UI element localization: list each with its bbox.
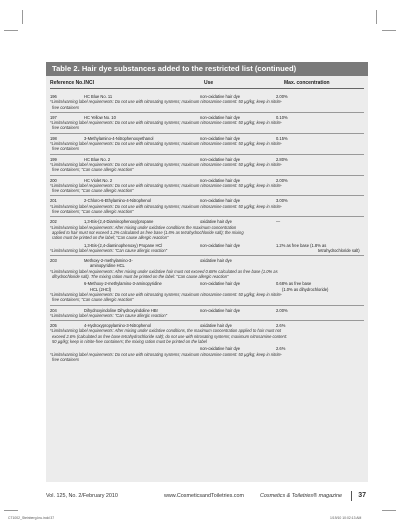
note-line: *Limits/warning label requirements: Do not use with nitrosating systems; maximum nitrosamine content: 50 µg/kg; keep in nitrite- [50, 99, 283, 105]
use: non-oxidative hair dye [200, 242, 241, 248]
note-line: free containers [52, 356, 80, 362]
max-concentration: 2.00% [276, 177, 288, 183]
inci-name: HC Yellow No. 10 [84, 114, 116, 120]
max-concentration: 2.00% [276, 307, 288, 313]
inci-name: 6-Methoxy-2-methylamino-3-aminopyridine [84, 281, 162, 287]
ref-no: 196 [50, 94, 57, 99]
note-line: 50 µg/kg; keep in nitrite-free containers; the mixing ration must be printed on the label [52, 338, 207, 344]
note-line: applied to hair must not exceed 1.2% calculated as free base (1.8% as tetrahydrochloride salt); the mixing [52, 229, 244, 235]
inci-name: HC Blue No. 11 [84, 94, 113, 99]
note-line: *Limits/warning label requirements: Do not use with nitrosating systems; maximum nitrosamine content: 50 µg/kg; keep in nitrite- [50, 161, 283, 167]
print-slug-left: CT1002_Steinberg.Inu.indd 37 [8, 516, 55, 520]
note-line: free containers; "Can cause allergic reaction" [52, 167, 134, 173]
print-slug-right: 1/19/10 10:02:13 AM [330, 516, 362, 520]
inci-name: 4-Hydroxypropylamino-3-Nitrophenol [84, 323, 151, 329]
crop-mark [4, 510, 18, 511]
max-concentration-cont: tetrahydrochloride salt) [318, 247, 360, 253]
page-footer [46, 490, 368, 502]
table-body [50, 92, 364, 364]
inci-name: 1,3-Bis-(2,4-diaminophenoxy) Propane HCl [84, 242, 163, 248]
note-line: *Limits/warning label requirements: Do not use with nitrosating systems; maximum nitrosamine content: 50 µg/kg; keep in nitrite- [50, 203, 283, 209]
use: non-oxidative hair dye [200, 94, 241, 99]
note-line: *Limits/warning label requirements: Do not use with nitrosating systems; maximum nitrosamine content: 50 µg/kg; keep in nitrite- [50, 182, 283, 188]
ref-no: 205 [50, 323, 57, 329]
ref-no: 202 [50, 219, 57, 225]
crop-mark [4, 30, 18, 31]
note-line: dihydrochloride salt). The mixing ration must be printed on the label: "Can cause allergic reaction" [52, 274, 229, 280]
max-concentration: 3.00% [276, 198, 288, 204]
max-concentration: 2.80% [276, 156, 288, 162]
note-line: *Limits/warning label requirements: After mixing under oxidative conditions, the maximum concentration applied to hair must not [50, 328, 282, 334]
note-line: *Limits/warning label requirements: Do not use with nitrosating systems; maximum nitrosamine content: 50 µg/kg; keep in nitrite- [50, 351, 283, 357]
note-line: *Limits/warning label requirements: "Can cause allergic reaction" [50, 312, 168, 318]
use: non-oxidative hair dye [200, 307, 241, 313]
note-line: free containers; "Can cause allergic reaction" [52, 188, 134, 194]
note-line: free containers; "Can cause allergic reaction" [52, 209, 134, 215]
note-line: *Limits/warning label requirements: Do not use with nitrosating systems; maximum nitrosamine content: 50 µg/kg; keep in nitrite- [50, 141, 283, 147]
table-row [50, 256, 364, 305]
ref-no: 200 [50, 177, 57, 183]
note-line: *Limits/warning label requirements: "Can cause allergic reaction" [50, 247, 168, 253]
crop-mark [382, 30, 396, 31]
max-concentration: 2.6% [276, 323, 286, 329]
crop-mark [382, 510, 396, 511]
ref-no: 201 [50, 198, 57, 204]
note-line: free containers [52, 104, 80, 110]
note-line: *Limits/warning label requirements: After mixing under oxidative hair must not exceed 0.68% calculated as free base (1.0% as [50, 268, 278, 274]
crop-mark [22, 10, 23, 24]
max-concentration: 0.10% [276, 114, 288, 120]
use: non-oxidative hair dye [200, 198, 241, 204]
max-concentration-cont: (1.0% as dihydrochloride) [282, 286, 329, 292]
note-line: *Limits/warning label requirements: After mixing under oxidative conditions the maximum concentration [50, 224, 237, 230]
magazine-name: Cosmetics & Toiletries® magazine [260, 493, 342, 499]
inci-name-cont: HCL (2HCl) [90, 286, 112, 292]
max-concentration: 2.00% [276, 94, 288, 99]
note-line: exceed 2.6% (calculated as free base tetrahydrochloride salt); do not use with nitrosating systems; maximum nitrosamine content: [52, 333, 288, 339]
inci-name: HC Violet No. 2 [84, 177, 113, 183]
header-max-concentration: Max. concentration [284, 80, 330, 86]
use: non-oxidative hair dye [200, 346, 241, 352]
ref-no: 197 [50, 114, 57, 120]
use: oxidative hair dye [200, 323, 232, 329]
ref-no: 199 [50, 156, 57, 162]
restricted-list-table [46, 62, 368, 482]
issue-info: Vol. 125, No. 2/February 2010 [46, 493, 118, 499]
use: non-oxidative hair dye [200, 281, 241, 287]
table-row [50, 217, 364, 256]
table-row [50, 306, 364, 322]
ref-no: 204 [50, 307, 57, 313]
table-row [50, 176, 364, 197]
table-row [50, 113, 364, 134]
table-title: Table 2. Hair dye substances added to the restricted list (continued) [46, 62, 368, 76]
website-link[interactable]: www.CosmeticsandToiletries.com [164, 493, 244, 499]
use: oxidative hair dye [200, 219, 232, 225]
inci-name: Methoxy-2-methylamino-3- [84, 258, 133, 264]
note-line: *Limits/warning label requirements: Do not use with nitrosating systems; maximum nitrosamine content: 50 µg/kg; keep in nitrite- [50, 291, 283, 297]
use: non-oxidative hair dye [200, 177, 241, 183]
table-row [50, 92, 364, 113]
header-inci: INCI [84, 80, 94, 86]
note-line: ration must be printed on the label; "Can cause allergic reaction" [52, 235, 169, 241]
note-line: *Limits/warning label requirements: Do not use with nitrosating systems; maximum nitrosamine content: 50 µg/kg; keep in nitrite- [50, 120, 283, 126]
note-line: free containers [52, 146, 80, 152]
use: non-oxidative hair dye [200, 156, 241, 162]
max-concentration: — [276, 219, 281, 225]
use: oxidative hair dye [200, 258, 232, 264]
max-concentration: 0.15% [276, 135, 288, 141]
inci-name: 1,3-Bis-(2,4-Diaminophenoxy)propane [84, 219, 154, 225]
max-concentration: 0.68% as free base [276, 281, 312, 287]
inci-name: 2-Chloro-6-Ethylamino-4-Nitrophenol [84, 198, 151, 204]
table-row [50, 134, 364, 155]
max-concentration: 1.2% as free base (1.8% as [276, 242, 327, 248]
header-ref: Reference No. [50, 80, 84, 86]
table-row [50, 196, 364, 217]
ref-no: 198 [50, 135, 57, 141]
table-row [50, 321, 364, 364]
inci-name: 3-Methylamino-4-Nitrophenoxyethanol [84, 135, 154, 141]
header-use: Use [204, 80, 214, 86]
note-line: free containers; "Can cause allergic reaction" [52, 297, 134, 303]
note-line: free containers [52, 125, 80, 131]
table-header-row [50, 78, 364, 89]
max-concentration: 2.6% [276, 346, 286, 352]
crop-mark [376, 10, 377, 24]
use: non-oxidative hair dye [200, 114, 241, 120]
inci-name-cont: aminopyridine HCL [90, 263, 125, 269]
footer-divider [351, 491, 352, 501]
inci-name: HC Blue No. 2 [84, 156, 111, 162]
inci-name: Dihydroxyindoline Dihydroxyindoline HBr [84, 307, 158, 313]
table-row [50, 155, 364, 176]
page-number: 37 [358, 492, 366, 499]
use: non-oxidative hair dye [200, 135, 241, 141]
ref-no: 203 [50, 258, 57, 264]
